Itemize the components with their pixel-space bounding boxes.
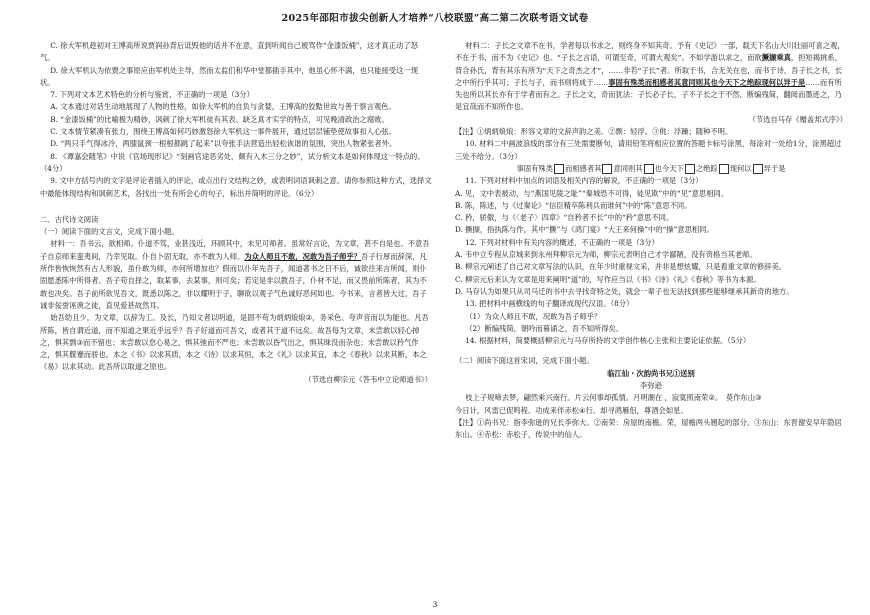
segment-g: 异于是 xyxy=(763,163,786,173)
poem-line-2: 今日计，风雷已促鸣程。功成来伴赤松④行。却寻鸿雁侣，尊酒会如星。 xyxy=(455,405,688,415)
source-1: （节选自柳宗元《答韦中立论师道书》） xyxy=(304,374,432,384)
option-c: C. 徐大军机趁初对王博高所说贾润孙背后诋毁他的话并不在意，直到听闻自己被骂作“金漆饭桶”，这才真正动了怒气。 xyxy=(40,41,418,63)
material-1-underlined-sentence: 为众人师且不敢，况敢为吾子师乎？ xyxy=(244,251,362,261)
question-11-option-a: A. 见，文中表被动，与“燕国见陵之耻”“秦城恐不可得，徒见欺”中的“见”意思相同。 xyxy=(455,188,729,198)
material-1-text-a: 材料一：吾书云，欲相师。仆道不笃，业甚浅近，环顾其中，未见可师者。虽常好言论，为文章，甚不自是也。不意吾子自京师来蛮夷间，乃幸见取。仆自卜固无取，亦不敢为人师。 xyxy=(40,239,430,261)
question-13-part-2: （2）断编残简，朝吟而暮诵之，吾不知所得矣。 xyxy=(465,323,624,333)
material-2-wavy-line-sentence: 事固有殊类而相感者其意同则其也今天下之绝踪现何以异于是 xyxy=(608,77,806,87)
break-box-c[interactable] xyxy=(644,164,654,174)
question-9: 9. 文中方括号内的文字是评论者插入的评论，或点出行文结构之妙，或表明词语讽刺之意。请你参照这种方式，选择文中最能体现结构和讽刺艺术，各找出一处有所会心的句子，标出并简明的评论。（6分） xyxy=(40,176,432,198)
subsection-heading: （一）阅读下面的文言文，完成下面小题。 xyxy=(40,227,179,237)
page-number: 3 xyxy=(432,600,438,609)
note-2: 【注】①尚书兄：指李弥逊的兄长李弥大。②南荣：房屋的南檐。荣，屋檐两头翘起的部分。③东山：东晋谢安早年隐居东山。④赤松：赤松子，传说中的仙人。 xyxy=(455,417,842,440)
segment-d: 也今天下 xyxy=(654,163,684,173)
question-11-option-d: D. 撅撷，指执陈与作，其中“撅”与《鸿门宴》“大王来何操”中的“操”意思相同。 xyxy=(455,225,714,235)
break-box-f[interactable] xyxy=(753,164,763,174)
question-11-option-b: B. 陈，陈述，与《过秦论》“信臣精卒陈利兵而谁何”中的“陈”意思不同。 xyxy=(455,200,692,210)
question-12-option-b: B. 柳宗元阐述了自己对文章写法的认识，在年少时重视文采，并非是想炫耀，只是看重文章的修辞美。 xyxy=(455,262,787,272)
material-2-text-c: ，担短揭挑系，背合孙氏，背有其乐有所为“天下之奇杰之才”，……非若“子长”者。所取于书，合无关在也，而书于诗，吾子长之书，长之中所行乎其可；子长与子，而书则将成于…… xyxy=(455,53,843,87)
poem-line-1a: 枝上子规啼去梦，翩然乘兴南行。片云何事却孤情。 xyxy=(465,393,634,403)
question-13: 13. 把材料中画横线的句子翻译成现代汉语。（8分） xyxy=(465,299,634,309)
note-1: 【注】①炳炳烺烺：形容文章的文辞声韵之美。②剽：轻浮。③佻：浮躁；随种不明。 xyxy=(455,127,733,137)
question-12-option-a: A. 韦中立专程从京城来到永州拜柳宗元为师，柳宗元表明自己才学鄙陋，没有资格当其老师。 xyxy=(455,250,757,260)
question-14: 14. 根据材料，简要概括柳宗元与马存所持的文学创作核心主张和主要论证依据。（5分） xyxy=(465,336,751,346)
segment-b: 而相感者其 xyxy=(564,163,602,173)
question-11: 11. 下列对材料中加点的词语及相关内容的解说，不正确的一项是（3分） xyxy=(465,176,703,186)
poem-line-1 xyxy=(455,392,847,404)
question-12-option-d: D. 马存认为如果只从司马迁的书中去寻找奇特之处，就会一辈子也无法找到那些能够继承其新奇的地方。 xyxy=(455,286,794,296)
question-13-part-1: （1）为众人师且不敢，况敢为吾子师乎？ xyxy=(465,311,602,321)
segment-e: 之绝踪 xyxy=(695,163,718,173)
question-7: 7. 下列对文本艺术特色的分析与鉴赏，不正确的一项是（3分） xyxy=(50,90,254,100)
material-2-text-d: ……而有所失也所以其长亦有于学者而有之。子长之文，奇而犹法：子长必子长，子不子长之于不然，断编残简，翻阅而墨迹之，乃是宜哉而不知所作也。 xyxy=(455,77,842,112)
material-2-text-a: 材料二：子长之文章不在书，学者每以书求之，则终身不知其奇。予有《史记》一部，载天下名山大川壮丽可喜之观，不在于书，而不为《史记》也。“子长之言语，可谓至奇，可谓大观矣”。不如学游以求之，而欲 xyxy=(455,41,845,63)
material-1-paragraph-2: 始吾幼且少，为文章，以辞为工。及长，乃知文者以明道，是固不苟为炳炳烺烺②，务采色、夸声音而以为能也。凡吾所陈，皆自谓近道，而不知道之果近乎远乎？吾子好道而可吾文，或者其于道不远矣。故吾每为文章，未尝敢以轻心掉之，惧其剽③而不留也；未尝敢以怠心易之，惧其弛而不严也；未尝敢以昏气出之，惧其昧没而杂也；未尝敢以矜气作之，惧其偃蹇而骄也。本之《书》以求其质，本之《诗》以求其恒，本之《礼》以求其宜，本之《春秋》以求其断，本之《易》以求其动。此吾所以取道之原也。 xyxy=(40,313,429,372)
source-2: （节选自马存《赠盖邦式序》） xyxy=(748,114,847,124)
segment-f: 现何以 xyxy=(729,163,752,173)
poem-line-1b: 月明潮在 ，寂寞照南荣②。 xyxy=(633,393,719,403)
question-10: 10. 材料二中画波浪线的部分有三处需要断句，请用铅笔将相应位置的答题卡标号涂黑，每涂对一处给1分，涂黑超过三处不给分。（3分） xyxy=(455,139,842,161)
break-box-e[interactable] xyxy=(719,164,729,174)
material-1-paragraph-1 xyxy=(40,238,432,312)
section-heading: 二、古代诗文阅读 xyxy=(40,214,99,224)
question-10-break-line xyxy=(455,163,847,175)
question-7-option-b: B. “金漆饭桶”的比喻极为精妙，讽刺了徐大军机徒有其表、缺乏真才实学的特点，可见晚清政治之腐败。 xyxy=(50,114,389,124)
break-box-a[interactable] xyxy=(554,164,564,174)
question-12-option-c: C. 柳宗元后来认为文章是用来阐明“道”的，写作应当以《书》《诗》《礼》《春秋》等书为本源。 xyxy=(455,274,761,284)
question-11-option-c: C. 矜，骄傲，与《〈老子〉四章》“自矜者不长”中的“矜”意思不同。 xyxy=(455,213,674,223)
question-12: 12. 下列对材料中有关内容的概述，不正确的一项是（3分） xyxy=(465,237,659,247)
question-7-option-c: C. 文本情节紧凑有张力，围绕王博高如何巧妙激怒徐大军机这一事件展开，通过层层铺垫使故事扣人心弦。 xyxy=(50,127,396,137)
segment-c: 意同则其 xyxy=(613,163,643,173)
break-box-d[interactable] xyxy=(685,164,695,174)
right-column xyxy=(455,40,847,442)
poem-line-1c: 莫作东山③ xyxy=(725,393,762,403)
poem-title: 临江仙・次韵尚书兄①送别 xyxy=(607,368,695,378)
break-box-b[interactable] xyxy=(602,164,612,174)
segment-a: 事固有殊类 xyxy=(516,163,553,173)
material-2-bold-words: 撅撷乘真 xyxy=(761,53,791,63)
left-column xyxy=(40,40,432,386)
question-7-option-d: D. “两只手气得冰冷，两膝鼠颈一根根都跳了起来”以夸张手法营造出轻松诙谐的氛围，突出人物紧张者外。 xyxy=(50,139,397,149)
poem-author: 李弥逊 xyxy=(640,381,662,391)
subsection-2-heading: （二）阅读下面这首宋词，完成下面小题。 xyxy=(455,356,594,366)
material-1-text-c: 吾子行厚而辞深，凡所作皆恢恢然有古人形貌，虽仆敢为师，亦何所增加也？假而以仆年先吾子，闻道著书之日不后，诚欲往来言所闻，则仆固愿悉陈中所得者。吾子苟自择之，取某事，去某事，则可矣；若定是非以教吾子，仆材不足，而又畏前所陈者，其为不敢也决矣。吾子前所欲见吾文，既悉以陈之，非以耀明于子，聊欲以观子气色诚好恶何如也。今书来，言者皆大过，吾子诚非佞誉诬谀之徒，直见爱甚故然耳。 xyxy=(40,251,427,310)
material-2 xyxy=(455,40,847,114)
question-8: 8. 《谭嘉会随笔》中说《官场现形记》“刻画官途恶劣处，颇有入木三分之妙”，试分析文本是如何体现这一特点的。（4分） xyxy=(40,151,425,173)
page-header: 2025年邵阳市拔尖创新人才培养“八校联盟”高二第二次联考语文试卷 xyxy=(281,13,589,24)
option-d: D. 徐大军机认为依贾之事原应由军机处主导，然而太监们和华中堂都插手其中，他虽心怀不满，也只能接受这一现状。 xyxy=(40,65,418,87)
question-7-option-a: A. 文本通过对话生动地展现了人物的性格，如徐大军机的自负与贪婪，王博高的狡黠世故与善于察言观色。 xyxy=(50,102,396,112)
